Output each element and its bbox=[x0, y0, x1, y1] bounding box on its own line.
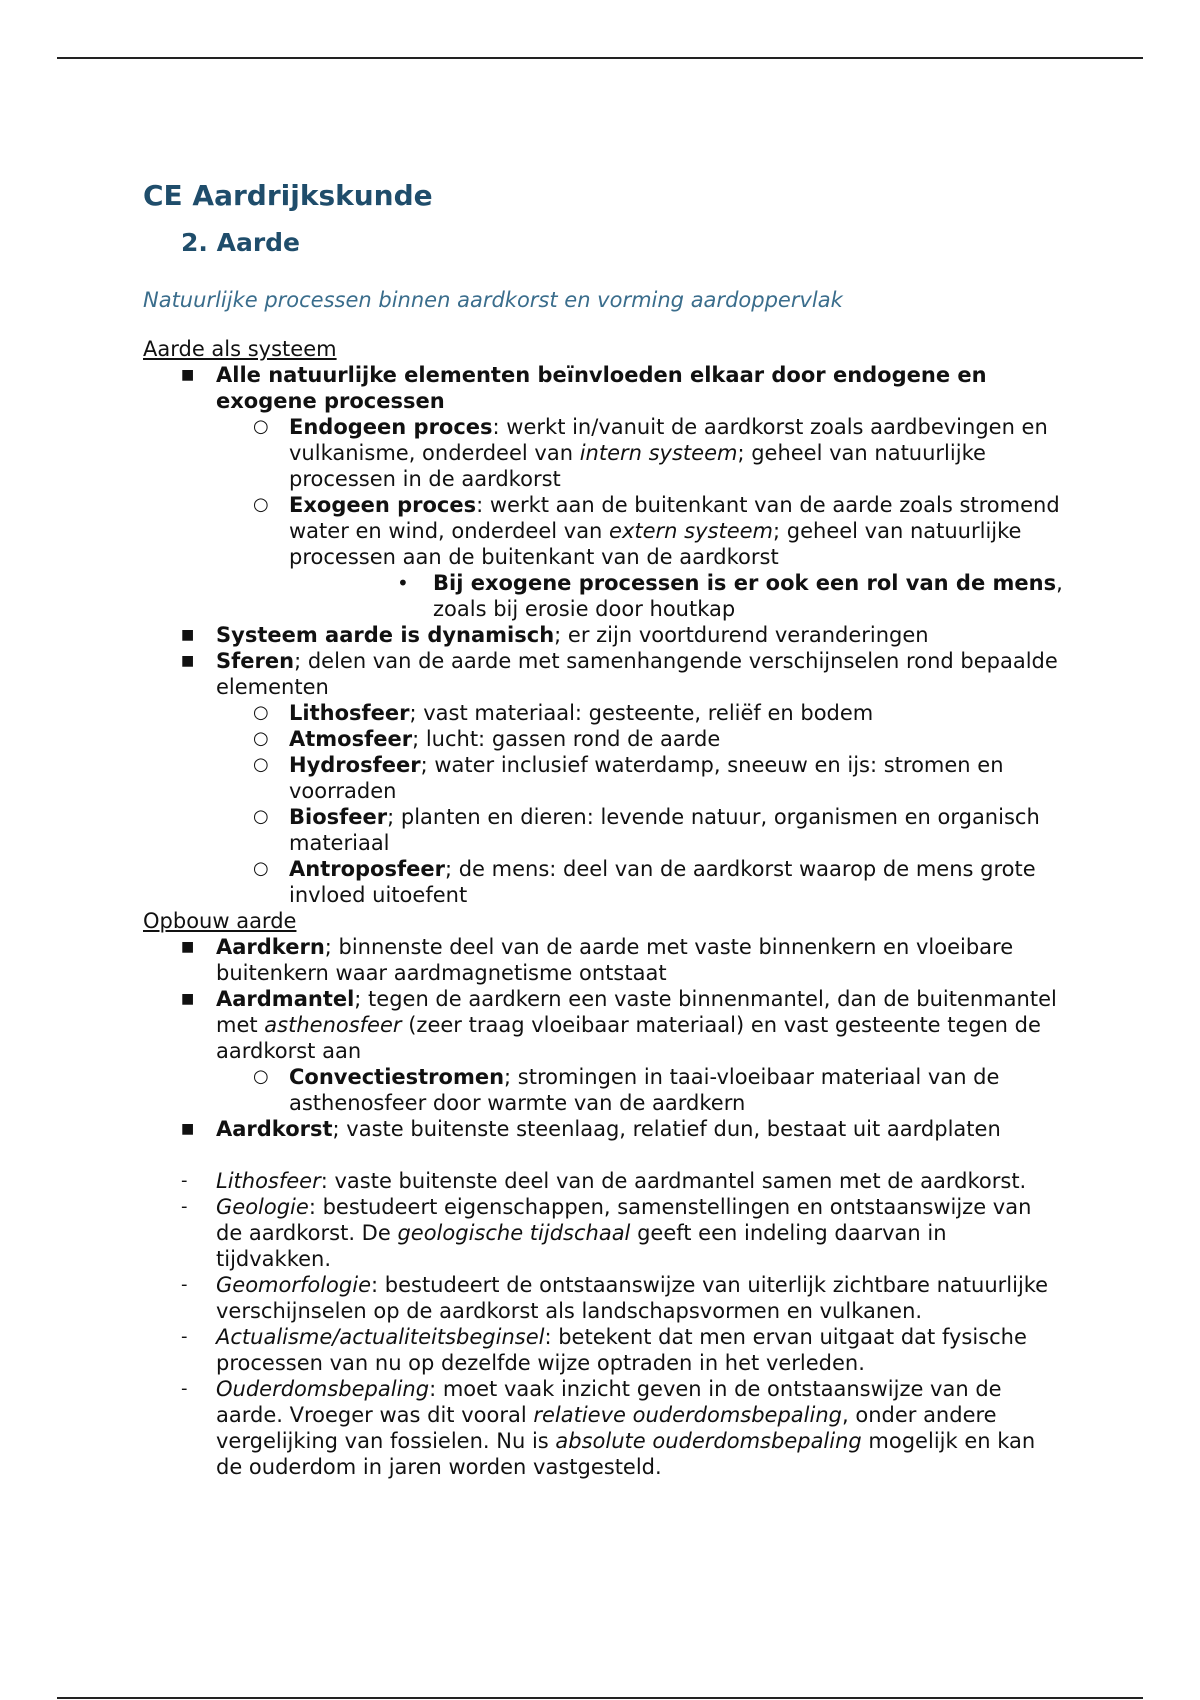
chapter-heading: 2. Aarde bbox=[181, 228, 300, 257]
square-bullet-icon: ■ bbox=[181, 653, 195, 669]
circle-bullet-icon: ○ bbox=[253, 1066, 269, 1087]
list-item-atmosfeer: ○ Atmosfeer; lucht: gassen rond de aarde bbox=[253, 727, 721, 751]
document-title: CE Aardrijkskunde bbox=[143, 179, 433, 212]
square-bullet-icon: ■ bbox=[181, 627, 195, 643]
square-bullet-icon: ■ bbox=[181, 367, 195, 383]
chapter-subtitle: Natuurlijke processen binnen aardkorst en vorming aardoppervlak bbox=[143, 288, 843, 312]
dash-bullet-icon: - bbox=[181, 1378, 188, 1399]
list-item-mens: • Bij exogene processen is er ook een rol van de mens, zoals bij erosie door houtkap bbox=[397, 571, 1063, 621]
circle-bullet-icon: ○ bbox=[253, 416, 269, 437]
section-heading-opbouw-aarde: Opbouw aarde bbox=[143, 909, 297, 933]
definition-geologie: - Geologie: bestudeert eigenschappen, samenstellingen en ontstaanswijze van de aardkorst. De geologische tijdschaal geeft een indeling daarvan in tijdvakken. bbox=[181, 1195, 1032, 1271]
circle-bullet-icon: ○ bbox=[253, 806, 269, 827]
list-item-endogeen: ○ Endogeen proces: werkt in/vanuit de aardkorst zoals aardbevingen en vulkanisme, onderdeel van intern systeem; geheel van natuurlijke processen in de aardkorst bbox=[253, 415, 1048, 491]
list-item-dynamisch: ■ Systeem aarde is dynamisch; er zijn voortdurend veranderingen bbox=[181, 623, 929, 647]
circle-bullet-icon: ○ bbox=[253, 494, 269, 515]
dash-bullet-icon: - bbox=[181, 1274, 188, 1295]
circle-bullet-icon: ○ bbox=[253, 728, 269, 749]
square-bullet-icon: ■ bbox=[181, 991, 195, 1007]
header-rule bbox=[57, 57, 1143, 59]
dash-bullet-icon: - bbox=[181, 1170, 188, 1191]
square-bullet-icon: ■ bbox=[181, 939, 195, 955]
list-item-lithosfeer: ○ Lithosfeer; vast materiaal: gesteente, reliëf en bodem bbox=[253, 701, 874, 725]
list-item-aardmantel: ■ Aardmantel; tegen de aardkern een vaste binnenmantel, dan de buitenmantel met asthenosfeer (zeer traag vloeibaar materiaal) en vast gesteente tegen de aardkorst aan bbox=[181, 987, 1057, 1063]
definition-lithosfeer: - Lithosfeer: vaste buitenste deel van de aardmantel samen met de aardkorst. bbox=[181, 1169, 1027, 1193]
list-item: ■ Alle natuurlijke elementen beïnvloeden elkaar door endogene en exogene processen bbox=[181, 363, 987, 413]
list-item-aardkern: ■ Aardkern; binnenste deel van de aarde met vaste binnenkern en vloeibare buitenkern waar aardmagnetisme ontstaat bbox=[181, 935, 1014, 985]
dot-bullet-icon: • bbox=[397, 571, 409, 595]
list-item-hydrosfeer: ○ Hydrosfeer; water inclusief waterdamp, sneeuw en ijs: stromen en voorraden bbox=[253, 753, 1004, 803]
circle-bullet-icon: ○ bbox=[253, 754, 269, 775]
list-item-exogeen: ○ Exogeen proces: werkt aan de buitenkant van de aarde zoals stromend water en wind, onderdeel van extern systeem; geheel van natuurlijke processen aan de buitenkant van de aardkorst bbox=[253, 493, 1060, 569]
definition-actualisme: - Actualisme/actualiteitsbeginsel: betekent dat men ervan uitgaat dat fysische processen van nu op dezelfde wijze optraden in het verleden. bbox=[181, 1325, 1027, 1375]
section-heading-aarde-als-systeem: Aarde als systeem bbox=[143, 337, 337, 361]
footer-rule bbox=[57, 1697, 1143, 1699]
definition-ouderdomsbepaling: - Ouderdomsbepaling: moet vaak inzicht geven in de ontstaanswijze van de aarde. Vroeger was dit vooral relatieve ouderdomsbepaling, onder andere vergelijking van fossielen. Nu is absolute ouderdomsbepaling mogelijk en kan de ouderdom in jaren worden vastgesteld. bbox=[181, 1377, 1036, 1479]
document-body bbox=[143, 178, 1063, 1480]
spacer bbox=[143, 1142, 1063, 1168]
list-item-aardkorst: ■ Aardkorst; vaste buitenste steenlaag, relatief dun, bestaat uit aardplaten bbox=[181, 1117, 1001, 1141]
list-item-sferen: ■ Sferen; delen van de aarde met samenhangende verschijnselen rond bepaalde elementen bbox=[181, 649, 1058, 699]
list-item-convectiestromen: ○ Convectiestromen; stromingen in taai-vloeibaar materiaal van de asthenosfeer door warmte van de aardkern bbox=[253, 1065, 1000, 1115]
list-item-biosfeer: ○ Biosfeer; planten en dieren: levende natuur, organismen en organisch materiaal bbox=[253, 805, 1040, 855]
circle-bullet-icon: ○ bbox=[253, 702, 269, 723]
dash-bullet-icon: - bbox=[181, 1196, 188, 1217]
definition-geomorfologie: - Geomorfologie: bestudeert de ontstaanswijze van uiterlijk zichtbare natuurlijke verschijnselen op de aardkorst als landschapsvormen en vulkanen. bbox=[181, 1273, 1049, 1323]
dash-bullet-icon: - bbox=[181, 1326, 188, 1347]
circle-bullet-icon: ○ bbox=[253, 858, 269, 879]
list-item-antroposfeer: ○ Antroposfeer; de mens: deel van de aardkorst waarop de mens grote invloed uitoefent bbox=[253, 857, 1036, 907]
square-bullet-icon: ■ bbox=[181, 1121, 195, 1137]
